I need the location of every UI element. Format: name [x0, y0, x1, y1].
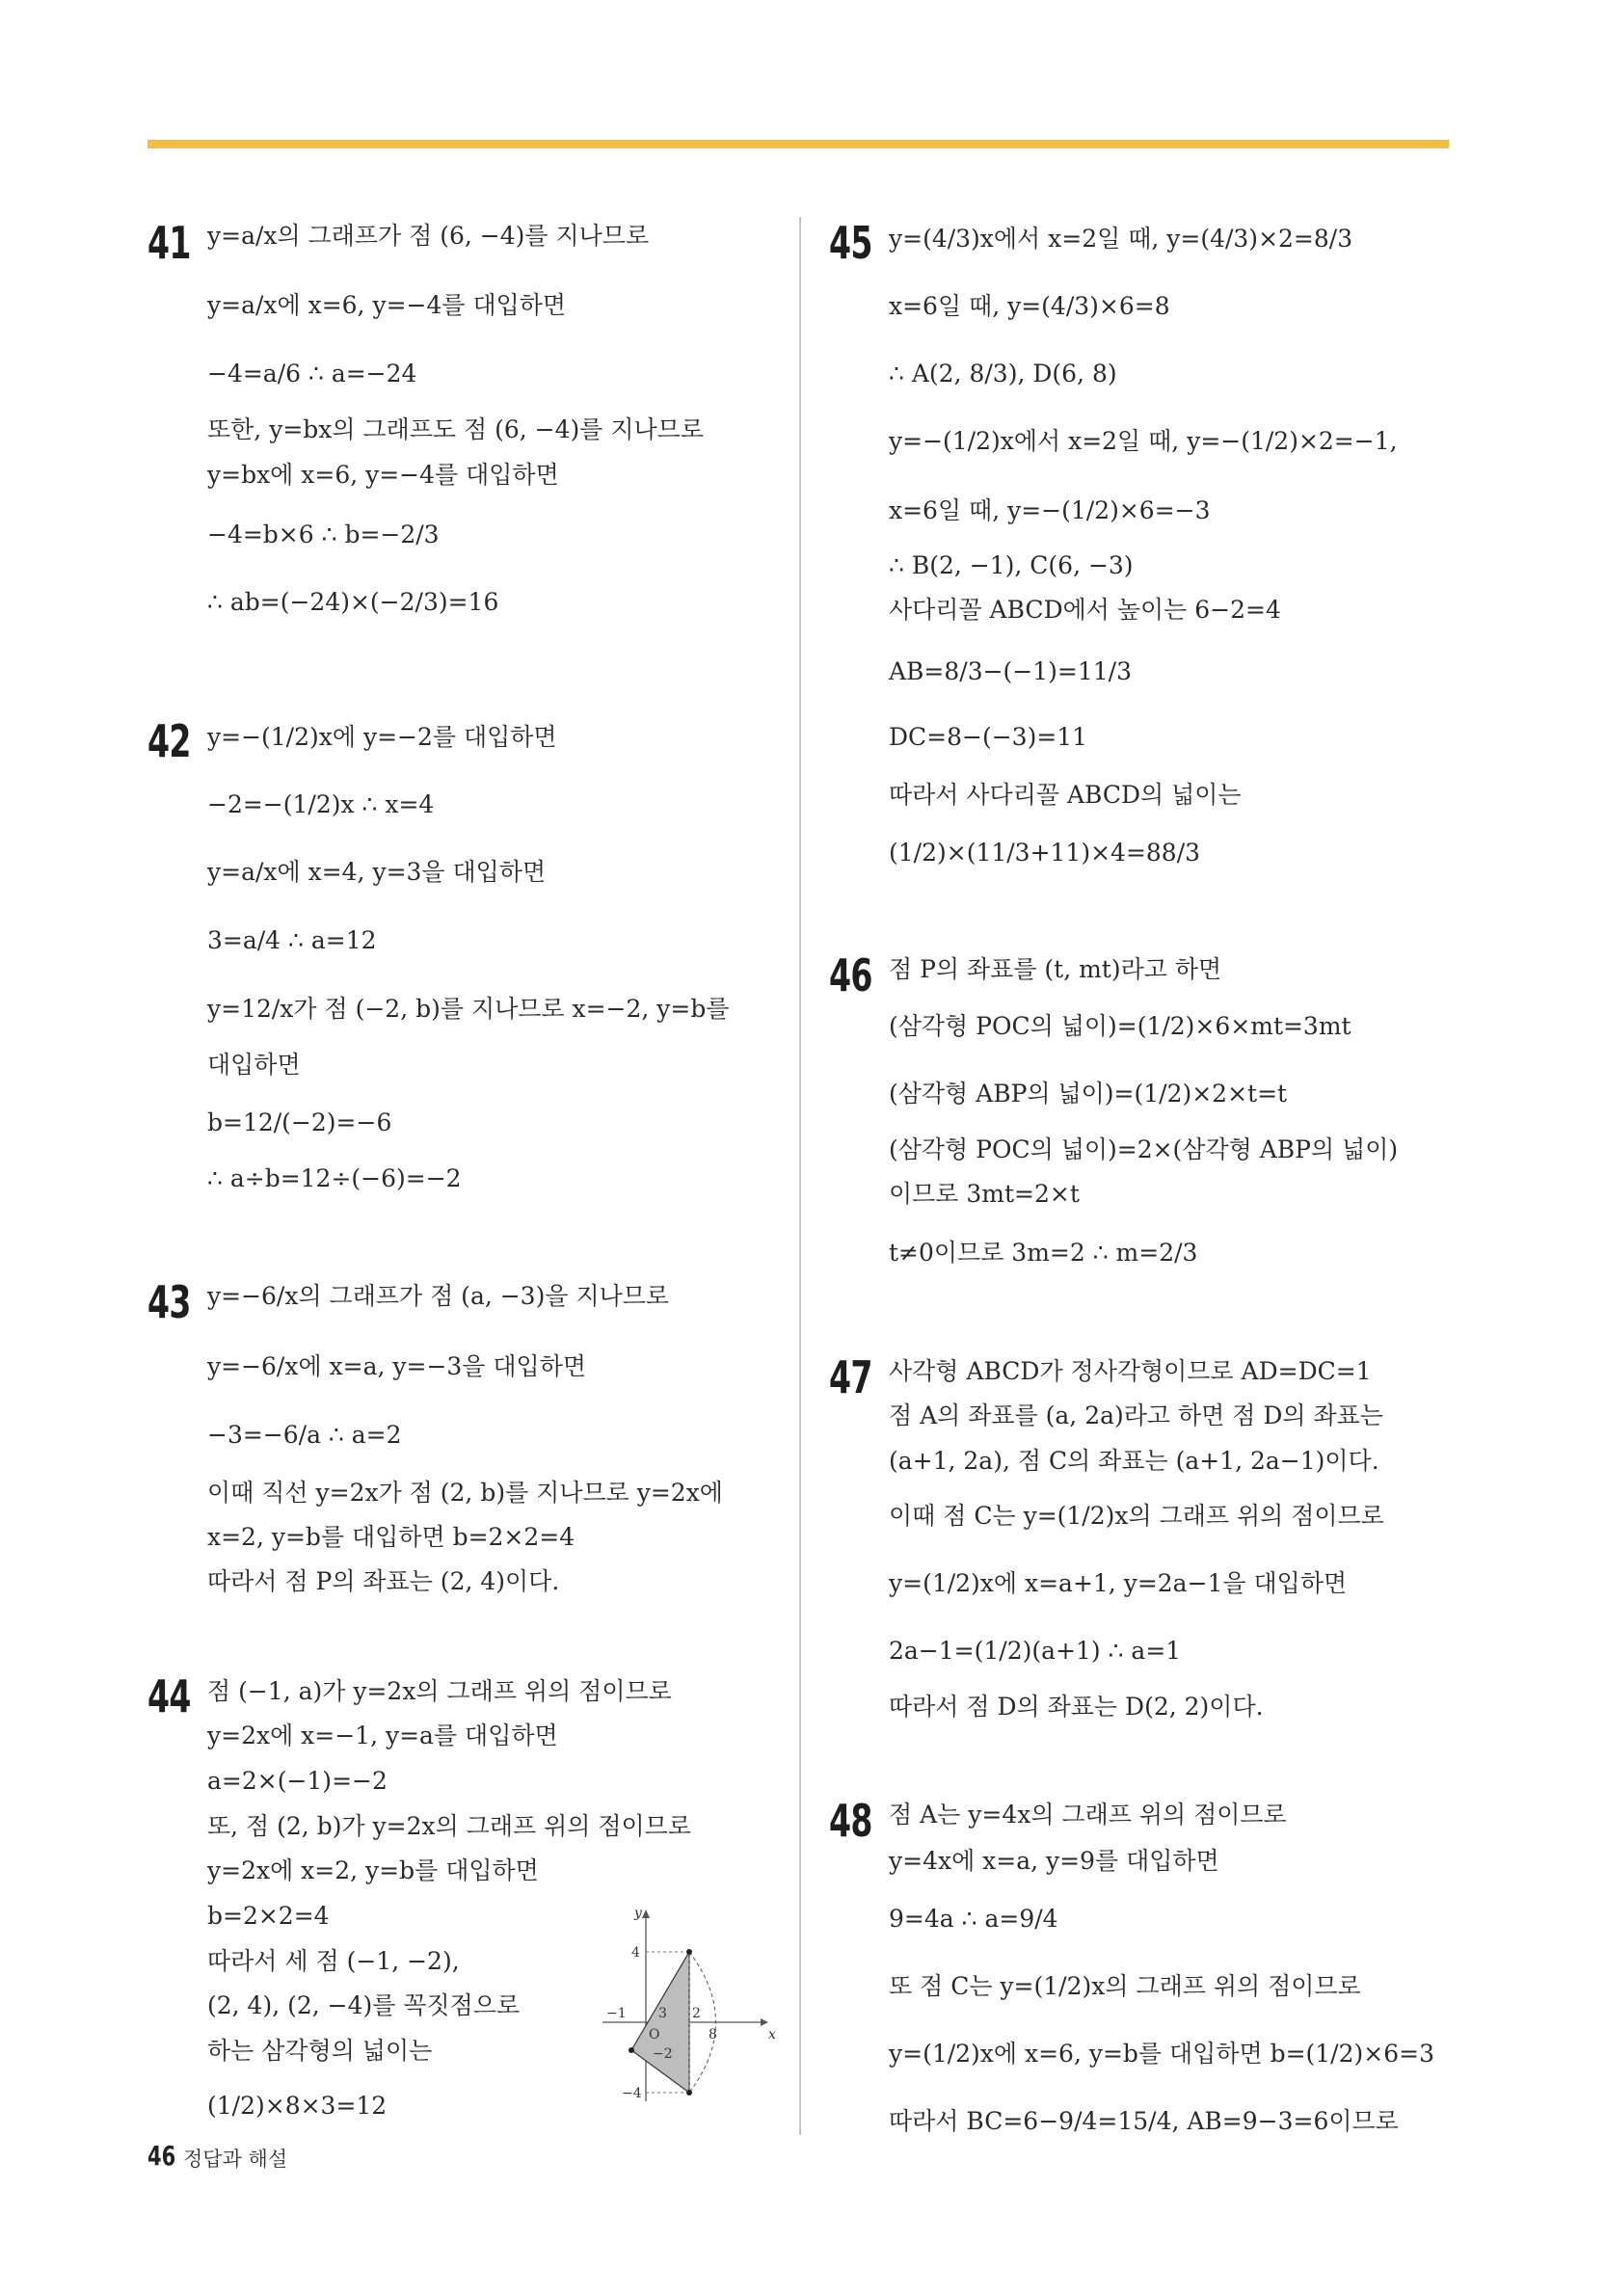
solution-line: (2, 4), (2, −4)를 꼭짓점으로: [207, 1991, 521, 2019]
solution-line: (1/2)×(11/3+11)×4=88/3: [889, 839, 1201, 867]
solution-line: DC=8−(−3)=11: [889, 723, 1088, 751]
solution-line: (a+1, 2a), 점 C의 좌표는 (a+1, 2a−1)이다.: [889, 1447, 1379, 1475]
solution-line: y=−6/x의 그래프가 점 (a, −3)을 지나므로: [207, 1282, 670, 1310]
solution-line: y=a/x의 그래프가 점 (6, −4)를 지나므로: [207, 222, 650, 250]
solution-line: y=4x에 x=a, y=9를 대입하면: [889, 1847, 1219, 1875]
solution-line: x=6일 때, y=−(1/2)×6=−3: [889, 496, 1211, 524]
solution-line: (삼각형 POC의 넓이)=2×(삼각형 ABP의 넓이): [889, 1135, 1399, 1163]
tick-label: 3: [658, 2006, 667, 2021]
tick-label: 8: [709, 2027, 717, 2042]
problem-number: 44: [147, 1670, 191, 1722]
y-axis-label: y: [634, 1906, 642, 1921]
triangle-graph: [602, 1904, 776, 2106]
solution-line: −3=−6/a ∴ a=2: [207, 1421, 402, 1449]
solution-line: ∴ a÷b=12÷(−6)=−2: [207, 1164, 462, 1192]
solution-line: 9=4a ∴ a=9/4: [889, 1905, 1058, 1933]
x-axis-label: x: [768, 2027, 776, 2042]
vertex-point: [629, 2047, 634, 2053]
solution-line: (삼각형 ABP의 넓이)=(1/2)×2×t=t: [889, 1080, 1288, 1108]
solution-line: y=bx에 x=6, y=−4를 대입하면: [207, 461, 559, 489]
header-accent-bar: [147, 140, 1449, 148]
problem-number: 41: [147, 217, 191, 269]
solution-line: b=2×2=4: [207, 1902, 330, 1930]
solution-line: 점 A는 y=4x의 그래프 위의 점이므로: [889, 1801, 1287, 1829]
solution-line: −4=b×6 ∴ b=−2/3: [207, 521, 440, 548]
solution-line: y=(1/2)x에 x=a+1, y=2a−1을 대입하면: [889, 1569, 1348, 1597]
solution-line: y=2x에 x=2, y=b를 대입하면: [207, 1856, 539, 1884]
problem-number: 47: [829, 1351, 872, 1403]
solution-line: y=a/x에 x=4, y=3을 대입하면: [207, 858, 547, 886]
x-axis-arrow-icon: [761, 2018, 768, 2026]
problem-number: 43: [147, 1276, 191, 1328]
solution-line: y=(4/3)x에서 x=2일 때, y=(4/3)×2=8/3: [889, 225, 1353, 253]
solution-line: y=a/x에 x=6, y=−4를 대입하면: [207, 291, 567, 319]
problem-number: 48: [829, 1795, 872, 1847]
solution-line: 점 P의 좌표를 (t, mt)라고 하면: [889, 955, 1222, 983]
solution-line: 또 점 C는 y=(1/2)x의 그래프 위의 점이므로: [889, 1972, 1361, 2000]
problem-number: 42: [147, 715, 191, 767]
solution-line: 3=a/4 ∴ a=12: [207, 926, 377, 954]
solution-line: b=12/(−2)=−6: [207, 1108, 392, 1136]
solution-line: a=2×(−1)=−2: [207, 1767, 388, 1795]
solution-line: y=12/x가 점 (−2, b)를 지나므로 x=−2, y=b를: [207, 995, 730, 1023]
solution-line: −4=a/6 ∴ a=−24: [207, 360, 417, 387]
solution-line: (1/2)×8×3=12: [207, 2092, 388, 2120]
solution-line: y=−(1/2)x에 y=−2를 대입하면: [207, 723, 557, 751]
solution-line: x=6일 때, y=(4/3)×6=8: [889, 292, 1170, 320]
solution-line: 따라서 사다리꼴 ABCD의 넓이는: [889, 781, 1242, 809]
solution-line: t≠0이므로 3m=2 ∴ m=2/3: [889, 1239, 1198, 1267]
solution-line: x=2, y=b를 대입하면 b=2×2=4: [207, 1523, 575, 1551]
solution-line: 따라서 점 P의 좌표는 (2, 4)이다.: [207, 1567, 560, 1595]
tick-label: −2: [653, 2046, 673, 2062]
solution-line: y=−6/x에 x=a, y=−3을 대입하면: [207, 1352, 587, 1380]
solution-line: ∴ A(2, 8/3), D(6, 8): [889, 360, 1117, 387]
solution-line: 또한, y=bx의 그래프도 점 (6, −4)를 지나므로: [207, 415, 704, 443]
page-number: 46: [147, 2140, 176, 2172]
solution-line: 하는 삼각형의 넓이는: [207, 2037, 433, 2065]
solution-line: ∴ B(2, −1), C(6, −3): [889, 551, 1134, 579]
vertex-point: [686, 1949, 692, 1955]
tick-label: 4: [631, 1945, 640, 1961]
solution-line: 따라서 점 D의 좌표는 D(2, 2)이다.: [889, 1693, 1264, 1721]
solution-line: 2a−1=(1/2)(a+1) ∴ a=1: [889, 1637, 1182, 1665]
tick-label: −1: [606, 2006, 627, 2021]
page-footer-label: 정답과 해설: [183, 2148, 288, 2171]
solution-line: 점 (−1, a)가 y=2x의 그래프 위의 점이므로: [207, 1677, 672, 1705]
tick-label: 2: [692, 2006, 701, 2021]
solution-line: 이때 점 C는 y=(1/2)x의 그래프 위의 점이므로: [889, 1502, 1384, 1530]
tick-label: −4: [622, 2086, 642, 2101]
solution-line: 대입하면: [207, 1051, 301, 1079]
solution-line: 따라서 세 점 (−1, −2),: [207, 1947, 460, 1975]
solution-line: y=2x에 x=−1, y=a를 대입하면: [207, 1722, 558, 1749]
origin-label: O: [649, 2027, 660, 2042]
solution-line: 점 A의 좌표를 (a, 2a)라고 하면 점 D의 좌표는: [889, 1402, 1383, 1429]
problem-number: 45: [829, 217, 872, 269]
solution-line: 사각형 ABCD가 정사각형이므로 AD=DC=1: [889, 1357, 1372, 1385]
solution-line: −2=−(1/2)x ∴ x=4: [207, 790, 435, 818]
solution-line: (삼각형 POC의 넓이)=(1/2)×6×mt=3mt: [889, 1012, 1351, 1040]
solution-line: y=(1/2)x에 x=6, y=b를 대입하면 b=(1/2)×6=3: [889, 2040, 1434, 2068]
solution-line: 이므로 3mt=2×t: [889, 1180, 1080, 1208]
solution-line: 사다리꼴 ABCD에서 높이는 6−2=4: [889, 596, 1281, 624]
solution-line: AB=8/3−(−1)=11/3: [889, 657, 1133, 685]
y-axis-arrow-icon: [642, 1909, 650, 1918]
solution-line: ∴ ab=(−24)×(−2/3)=16: [207, 588, 499, 616]
solution-line: 또, 점 (2, b)가 y=2x의 그래프 위의 점이므로: [207, 1812, 691, 1840]
solution-line: 이때 직선 y=2x가 점 (2, b)를 지나므로 y=2x에: [207, 1479, 723, 1507]
solution-line: y=−(1/2)x에서 x=2일 때, y=−(1/2)×2=−1,: [889, 427, 1398, 455]
solution-line: 따라서 BC=6−9/4=15/4, AB=9−3=6이므로: [889, 2107, 1399, 2135]
vertex-point: [686, 2090, 692, 2096]
problem-number: 46: [829, 949, 872, 1001]
column-divider: [799, 217, 801, 2135]
